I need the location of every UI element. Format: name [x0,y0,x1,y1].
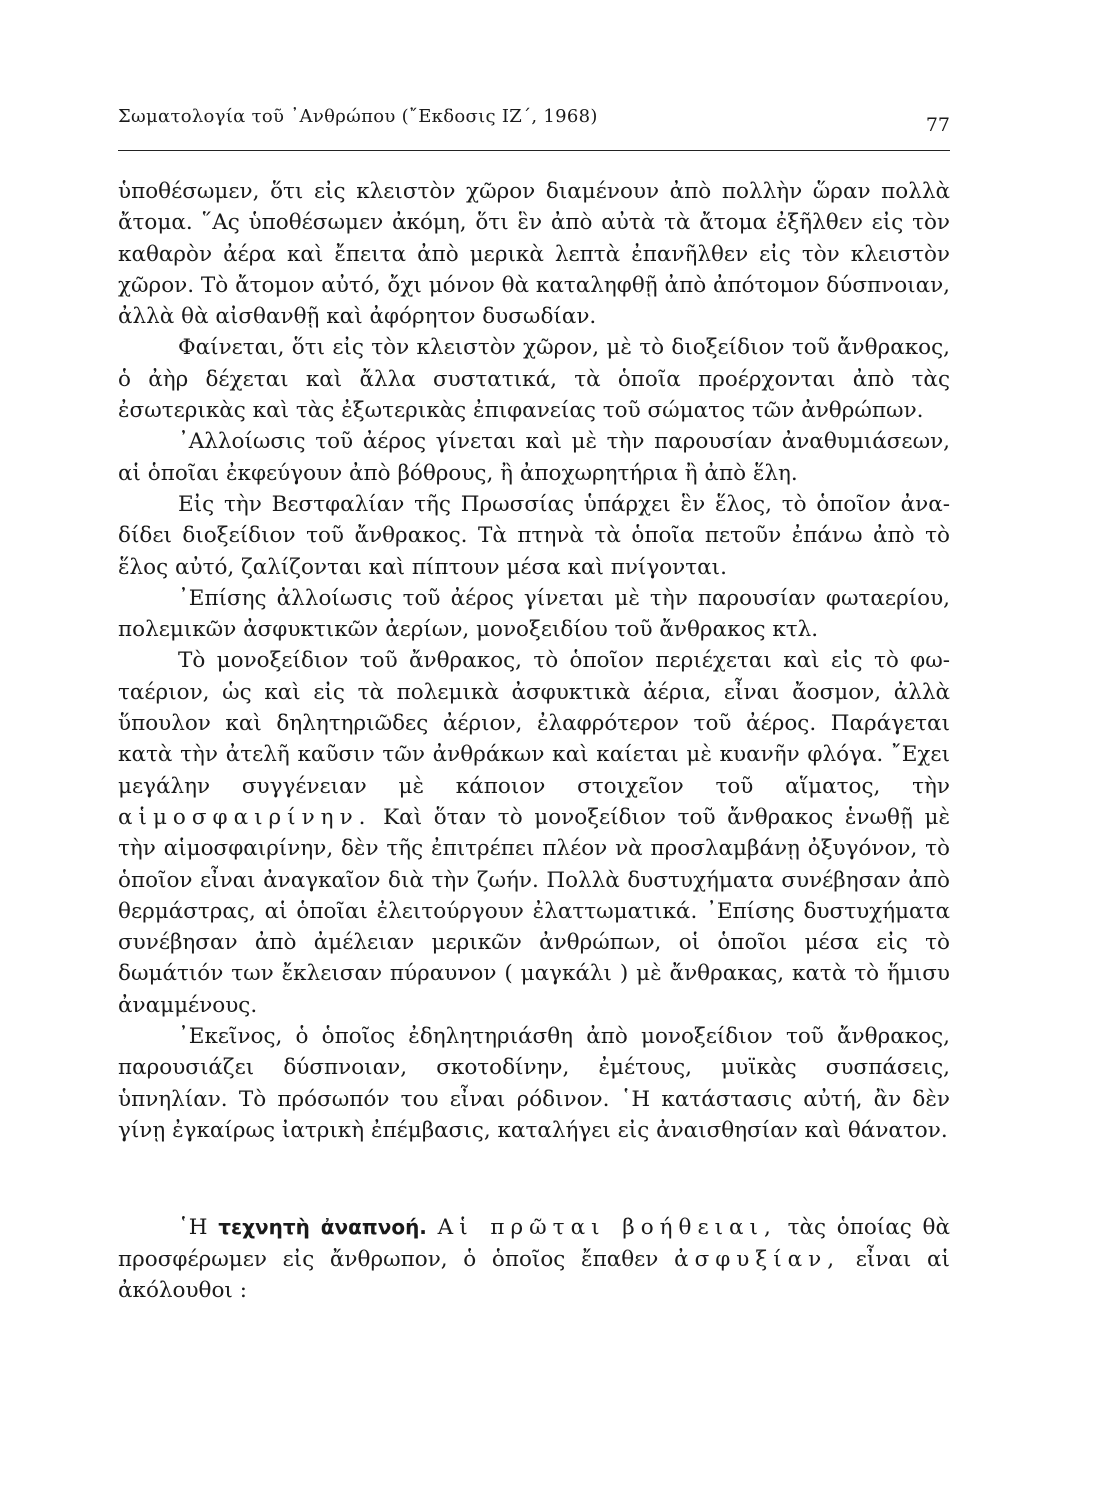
paragraph: Φαίνεται, ὅτι εἰς τὸν κλειστὸν χῶρον, μὲ τὸ διοξείδιον τοῦ ἄνθρακος, ὁ ἀὴρ δέχεται καὶ ἄλλα συστατικά, τὰ ὁποῖα προέρχονται ἀπὸ τὰς ἐσωτερικὰς καὶ τὰς ἐξωτερικὰς ἐπιφανείας τοῦ σώματος τῶν ἀνθρώπων. [118,335,950,424]
emphasized-term: αἱμοσφαιρίνην. [118,804,372,830]
paragraph: ᾿Εκεῖνος, ὁ ὁποῖος ἐδηλητηριάσθη ἀπὸ μονοξείδιον τοῦ ἄνθρακος, παρουσιάζει δύσπνοιαν, σκοτοδίνην, ἐμέτους, μυϊκὰς συσπάσεις, ὑπνηλίαν. Τὸ πρόσωπόν του εἶναι ρόδινον. ῾Η κατάστασις αὐτή, ἂν δὲν γίνῃ ἐγκαίρως ἰατρικὴ ἐπέμβασις, καταλήγει εἰς ἀναισθησίαν καὶ θάνατον. [118,1024,950,1143]
text-run: Τὸ μονοξείδιον τοῦ ἄνθρακος, τὸ ὁποῖον περιέχεται καὶ εἰς τὸ φωταέριον, ὡς καὶ εἰς τὰ πολεμικὰ ἀσφυκτικὰ ἀέρια, εἶναι ἄοσμον, ἀλλὰ ὕπουλον καὶ δηλητηριῶδες ἀέριον, ἐλαφρότερον τοῦ ἀέρος. Παράγεται κατὰ τὴν ἀτελῆ καῦσιν τῶν ἀνθράκων καὶ καίεται μὲ κυανῆν φλόγα. ῎Εχει μεγάλην συγγένειαν μὲ κάποιον στοιχεῖον τοῦ αἵματος, τὴν [118,648,950,799]
section-artificial-respiration [118,1212,950,1306]
body-text [118,176,950,1306]
page-number: 77 [925,114,950,136]
paragraph: Εἰς τὴν Βεστφαλίαν τῆς Πρωσσίας ὑπάρχει ἓν ἕλος, τὸ ὁποῖον ἀναδίδει διοξείδιον τοῦ ἄνθρακος. Τὰ πτηνὰ τὰ ὁποῖα πετοῦν ἐπάνω ἀπὸ τὸ ἕλος αὐτό, ζαλίζονται καὶ πίπτουν μέσα καὶ πνίγονται. [118,491,950,580]
paragraph: ὑποθέσωμεν, ὅτι εἰς κλειστὸν χῶρον διαμένουν ἀπὸ πολλὴν ὥραν πολλὰ ἄτομα. ῞Ας ὑποθέσωμεν ἀκόμη, ὅτι ἓν ἀπὸ αὐτὰ τὰ ἄτομα ἐξῆλθεν εἰς τὸν καθαρὸν ἀέρα καὶ ἔπειτα ἀπὸ μερικὰ λεπτὰ ἐπανῆλθεν εἰς τὸν κλειστὸν χῶρον. Τὸ ἄτομον αὐτό, ὄχι μόνον θὰ καταληφθῇ ἀπὸ ἀπότομον δύσπνοιαν, ἀλλὰ θὰ αἰσθανθῇ καὶ ἀφόρητον δυσωδίαν. [118,179,950,330]
paragraph-carbon-monoxide [118,645,950,1021]
running-head [118,96,950,136]
header-rule [118,150,950,151]
running-title: Σωματολογία τοῦ ᾿Ανθρώπου (῎Εκδοσις ΙΖ΄, 1968) [118,106,598,127]
section-article: ῾Η [178,1215,208,1241]
emphasized-term: ἀσφυξίαν, [674,1246,841,1272]
text-run: Καὶ ὅταν τὸ μονοξείδιον τοῦ ἄνθρακος ἑνωθῇ μὲ τὴν αἱμοσφαιρίνην, δὲν τῆς ἐπιτρέπει πλέον νὰ προσλαμβάνῃ ὀξυγόνον, τὸ ὁποῖον εἶναι ἀναγκαῖον διὰ τὴν ζωήν. Πολλὰ δυστυχήματα συνέβησαν ἀπὸ θερμάστρας, αἱ ὁποῖαι ἐλειτούργουν ἐλαττωματικά. ᾿Επίσης δυστυχήματα συνέβησαν ἀπὸ ἀμέλειαν μερικῶν ἀνθρώπων, οἱ ὁποῖοι μέσα εἰς τὸ δωμάτιόν των ἔκλεισαν πύραυνον ( μαγκάλι ) μὲ ἄνθρακας, κατὰ τὸ ἥμισυ ἀναμμένους. [118,804,950,1018]
emphasized-term: Αἱ πρῶται βοήθειαι, [437,1215,777,1241]
paragraph: ᾿Αλλοίωσις τοῦ ἀέρος γίνεται καὶ μὲ τὴν παρουσίαν ἀναθυμιάσεων, αἱ ὁποῖαι ἐκφεύγουν ἀπὸ βόθρους, ἢ ἀποχωρητήρια ἢ ἀπὸ ἕλη. [118,429,950,486]
paragraph: ᾿Επίσης ἀλλοίωσις τοῦ ἀέρος γίνεται μὲ τὴν παρουσίαν φωταερίου, πολεμικῶν ἀσφυκτικῶν ἀερίων, μονοξειδίου τοῦ ἄνθρακος κτλ. [118,585,950,643]
section-title: τεχνητὴ ἀναπνοή. [218,1215,427,1240]
text-run: εἶναι αἱ ἀκόλουθοι : [118,1246,950,1303]
text-run: τὰς ὁποίας θὰ προσφέρωμεν εἰς ἄνθρωπον, ὁ ὁποῖος ἔπαθεν [118,1215,950,1272]
